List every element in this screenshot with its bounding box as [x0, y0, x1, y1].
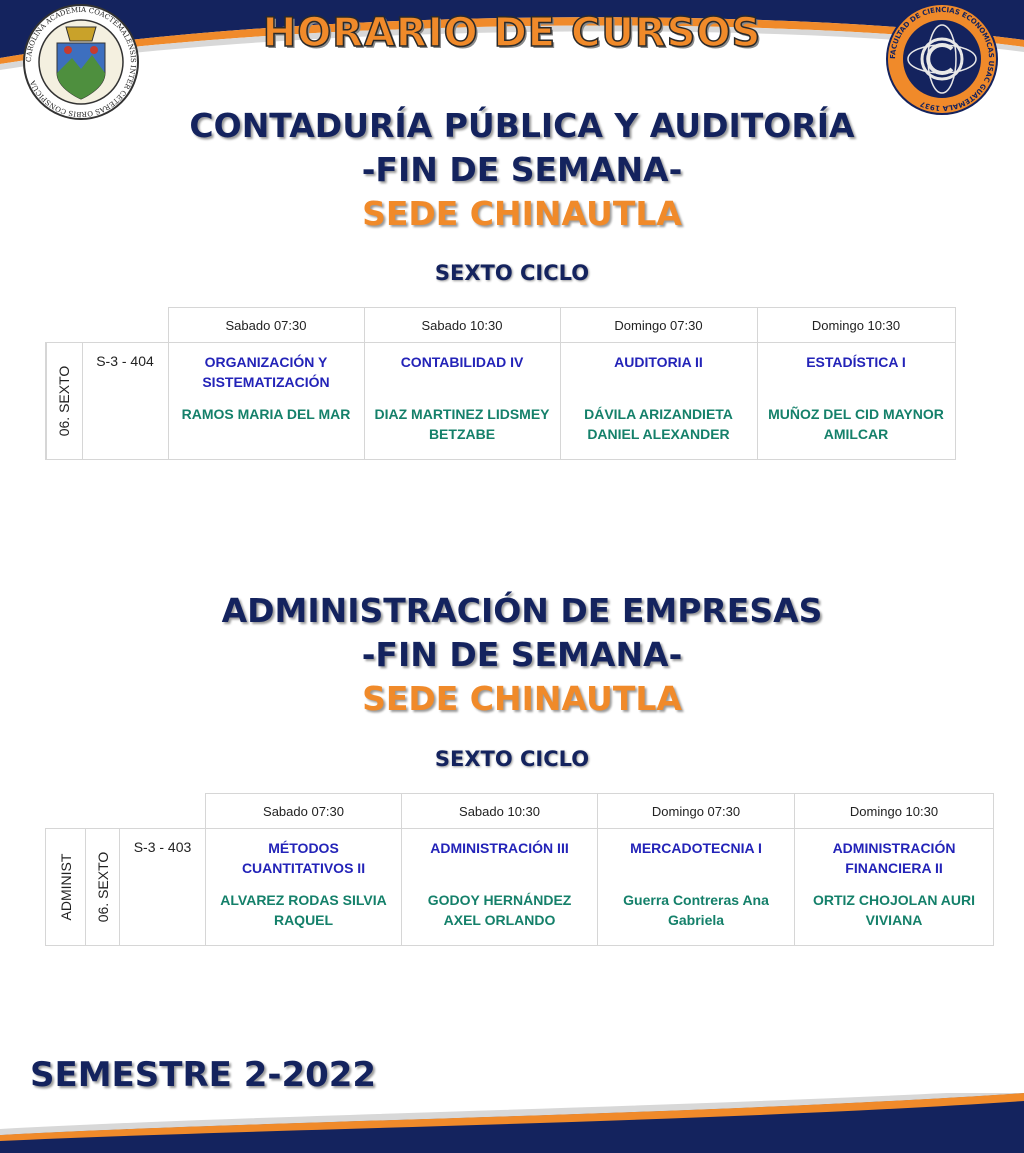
time-slot-header: Domingo 07:30 [598, 794, 795, 829]
cycle-title: SEXTO CICLO [434, 747, 590, 771]
career-title: ADMINISTRACIÓN DE EMPRESAS [221, 591, 823, 630]
modality-title: -FIN DE SEMANA- [361, 635, 683, 674]
page-title: HORARIO DE CURSOS [262, 10, 762, 56]
career-code-cell [46, 829, 86, 946]
professor-name: RAMOS MARIA DEL MAR [181, 406, 351, 422]
table-row [46, 829, 994, 946]
footer-band [0, 1093, 1024, 1153]
table-header-row [46, 308, 955, 343]
cycle-label: 06. SEXTO [94, 851, 111, 923]
cycle-label: 06. SEXTO [56, 365, 73, 437]
course-cell [168, 343, 364, 460]
room-cell: S-3 - 404 [82, 343, 168, 460]
professor-name: Guerra Contreras Ana Gabriela [623, 892, 769, 928]
course-name: ORGANIZACIÓN Y SISTEMATIZACIÓN [202, 354, 330, 390]
campus-title: SEDE CHINAUTLA [362, 679, 682, 718]
time-slot-header: Sabado 07:30 [206, 794, 402, 829]
career-code-label: ADMINIST [57, 853, 74, 921]
professor-name: ORTIZ CHOJOLAN AURI VIVIANA [812, 892, 976, 928]
professor-name: DÁVILA ARIZANDIETA DANIEL ALEXANDER [584, 406, 733, 442]
time-slot-header: Domingo 07:30 [560, 308, 757, 343]
modality-title: -FIN DE SEMANA- [361, 150, 683, 189]
time-slot-header: Sabado 07:30 [168, 308, 364, 343]
course-cell [795, 829, 994, 946]
time-slot-header: Sabado 10:30 [364, 308, 560, 343]
campus-title: SEDE CHINAUTLA [362, 194, 682, 233]
course-name: ADMINISTRACIÓN III [430, 840, 569, 856]
professor-name: GODOY HERNÁNDEZ AXEL ORLANDO [427, 892, 572, 928]
course-name: CONTABILIDAD IV [400, 354, 524, 370]
professor-name: DIAZ MARTINEZ LIDSMEY BETZABE [374, 406, 550, 442]
cycle-title: SEXTO CICLO [434, 261, 590, 285]
course-name: AUDITORIA II [614, 354, 703, 370]
cycle-cell [46, 343, 82, 460]
time-slot-header: Domingo 10:30 [795, 794, 994, 829]
course-name: MERCADOTECNIA I [630, 840, 762, 856]
course-cell [560, 343, 757, 460]
schedule-table [45, 793, 994, 946]
course-cell [757, 343, 955, 460]
table-header-row [46, 794, 994, 829]
course-cell [364, 343, 560, 460]
professor-name: MUÑOZ DEL CID MAYNOR AMILCAR [768, 406, 944, 442]
semester-label: SEMESTRE 2-2022 [30, 1055, 377, 1095]
course-cell [206, 829, 402, 946]
left-seal-text: CAROLINA ACADEMIA COACTEMALENSIS INTER CETERAS ORBIS CONSPICUA [24, 5, 138, 119]
course-name: ADMINISTRACIÓN FINANCIERA II [832, 840, 956, 876]
header-blank-cell [46, 794, 206, 829]
career-title: CONTADURÍA PÚBLICA Y AUDITORÍA [189, 106, 855, 145]
course-name: MÉTODOS CUANTITATIVOS II [241, 840, 366, 876]
room-cell: S-3 - 403 [120, 829, 206, 946]
course-cell [598, 829, 795, 946]
time-slot-header: Domingo 10:30 [757, 308, 955, 343]
course-name: ESTADÍSTICA I [806, 354, 906, 370]
course-cell [402, 829, 598, 946]
right-seal-text: FACULTAD DE CIENCIAS ECONOMICAS USAC GUATEMALA 1937 [888, 5, 996, 113]
header-blank-cell [46, 308, 168, 343]
cycle-cell [86, 829, 120, 946]
table-row [46, 343, 955, 460]
schedule-table [45, 307, 956, 460]
time-slot-header: Sabado 10:30 [402, 794, 598, 829]
professor-name: ALVAREZ RODAS SILVIA RAQUEL [220, 892, 387, 928]
